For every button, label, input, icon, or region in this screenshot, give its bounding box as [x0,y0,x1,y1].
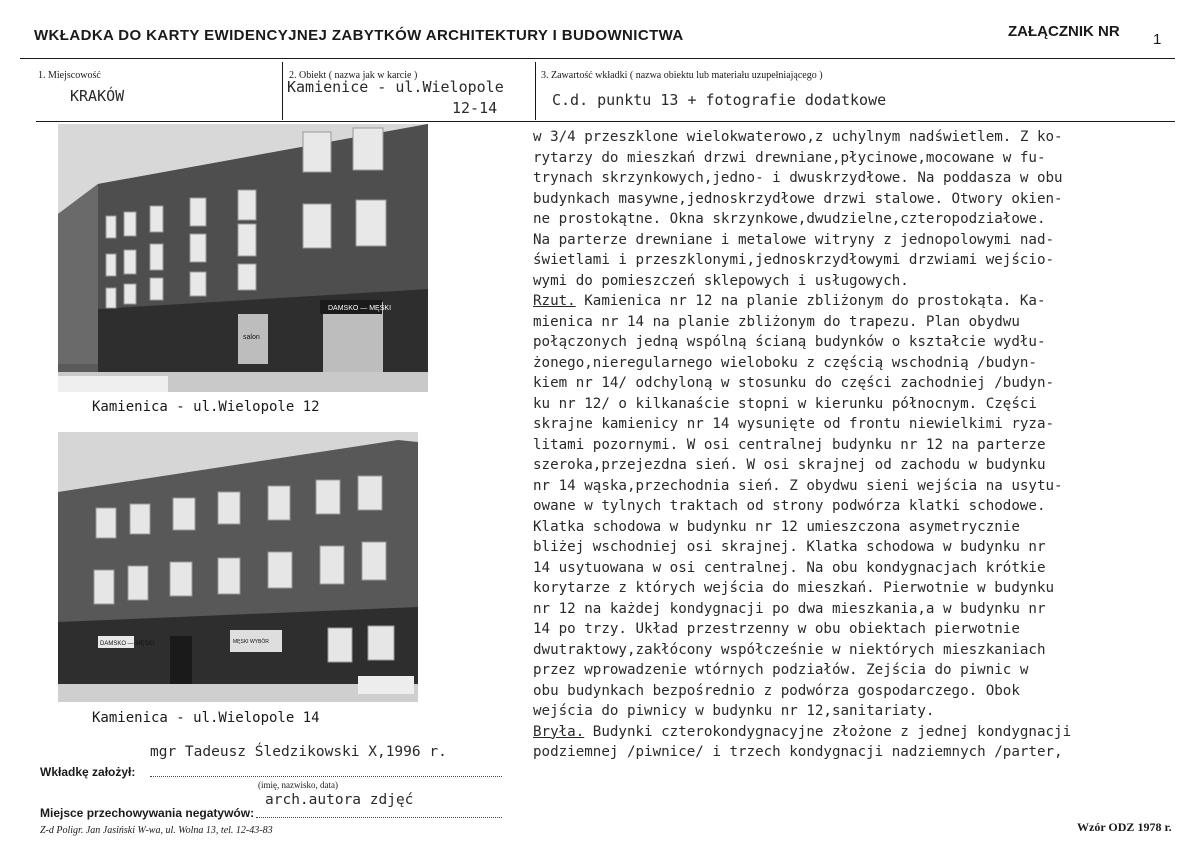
body-line: Na parterze drewniane i metalowe witryny z jednopolowymi nad- [533,231,1055,248]
annex-number: 1 [1153,31,1162,48]
body-line: świetlami i przeszklonymi,jednoskrzydłowymi drzwiami wejścio- [533,252,1055,268]
body-line: kiem nr 14/ odchyloną w stosunku do części zachodniej /budyn- [533,375,1055,391]
body-line: wejścia do piwnicy w budynku nr 12,sanitariaty. [533,703,935,719]
shop-sign-2b: MĘSKI WYBÓR [233,639,269,645]
heading-rzut-rest: Kamienica nr 12 na planie zbliżonym do prostokąta. Ka- [575,293,1046,309]
body-line: bliżej wschodniej osi skrajnej. Klatka schodowa w budynku nr [533,539,1046,555]
heading-bryla-rest: Budynki czterokondygnacyjne złożone z jednej kondygnacji [584,723,1072,740]
body-line: wymi do pomieszczeń sklepowych i usługowych. [533,272,909,289]
author-dotted-line [150,776,502,777]
body-line: szeroka,przejezdna sień. W osi skrajnej od zachodu w budynku [533,457,1046,473]
building-photo-2 [58,432,418,702]
body-line: Klatka schodowa w budynku nr 12 umieszczona asymetrycznie [533,518,1020,535]
photo-2-caption: Kamienica - ul.Wielopole 14 [92,710,320,726]
field-object-value-2: 12-14 [452,99,498,117]
negatives-typed: arch.autora zdjęć [265,792,414,808]
body-line: ku nr 12/ o kilkanaście stopni w kierunku północnym. Części [533,395,1037,412]
author-hint: (imię, nazwisko, data) [258,780,338,790]
field-locality-label: 1. Miejscowość [38,70,101,81]
shop-sign-1: DAMSKO — MĘSKI [328,305,392,312]
body-line: żonego,nieregularnego wieloboku z częścią wschodnią /budyn- [533,354,1037,371]
body-line: mienica nr 14 na planie zbliżonym do trapezu. Plan obydwu [533,313,1020,330]
body-line: trynach skrzynkowych,jedno- i dwuskrzydłowe. Na poddasza w obu [533,170,1063,186]
field-object-label: 2. Obiekt ( nazwa jak w karcie ) [289,70,418,81]
negatives-dotted-line [256,817,502,818]
form-reference: Wzór ODZ 1978 r. [1077,820,1172,834]
heading-rzut: Rzut. [533,293,576,309]
top-rule [20,58,1175,59]
field-contents-value: C.d. punktu 13 + fotografie dodatkowe [552,91,887,109]
body-line: skrajne kamienicy nr 14 wysunięte od frontu niewielkimi ryza- [533,416,1055,432]
author-label: Wkładkę założył: [40,765,136,779]
body-line-heading-rzut [533,291,1173,312]
body-line: przez wprowadzenie wtórnych podziałów. Zejścia do piwnic w [533,662,1029,678]
field-divider-2 [535,62,536,120]
photo-wielopole-12 [58,124,428,392]
shop-sign-2: DAMSKO — MĘSKI [100,641,155,647]
body-line: dwutraktowy,zakłócony współcześnie w niektórych mieszkaniach [533,641,1046,658]
field-divider-1 [282,62,283,120]
body-line: obu budynkach bezpośrednio z podwórza gospodarczego. Obok [533,682,1020,699]
shop-sign-1b: salon [243,334,260,341]
body-line: budynkach masywne,jednoskrzydłowe drzwi stalowe. Otwory okien- [533,190,1063,207]
field-object-value-1: Kamienice - ul.Wielopole [287,78,504,96]
body-line: w 3/4 przeszklone wielokwaterowo,z uchylnym nadświetlem. Z ko- [533,129,1063,145]
body-line: korytarze z których wejścia do mieszkań. Pierwotnie w budynku [533,580,1055,596]
annex-label: ZAŁĄCZNIK NR [1008,23,1120,40]
body-line-heading-bryla [533,722,1173,743]
body-line: nr 14 wąska,przechodnia sień. Z obydwu sieni wejścia na usytu- [533,477,1063,494]
body-line: połączonych jedną wspólną ścianą budynków o kształcie wydłu- [533,334,1046,350]
body-text [533,127,1173,763]
building-photo-1 [58,124,428,392]
printer-credit: Z-d Poligr. Jan Jasiński W-wa, ul. Wolna 13, tel. 12-43-83 [40,825,273,836]
photo-wielopole-14 [58,432,418,702]
body-line: nr 12 na każdej kondygnacji po dwa mieszkania,a w budynku nr [533,600,1046,617]
field-contents-label: 3. Zawartość wkładki ( nazwa obiektu lub materiału uzupełniającego ) [541,70,823,81]
author-typed: mgr Tadeusz Śledzikowski X,1996 r. [150,744,447,760]
negatives-label: Miejsce przechowywania negatywów: [40,806,255,820]
form-title: WKŁADKA DO KARTY EWIDENCYJNEJ ZABYTKÓW ARCHITEKTURY I BUDOWNICTWA [34,27,684,44]
fields-bottom-rule [36,121,1175,122]
body-line: podziemnej /piwnice/ i trzech kondygnacji nadziemnych /parter, [533,744,1063,760]
body-line: owane w tylnych traktach od strony podwórza klatki schodowe. [533,498,1046,514]
body-line: rytarzy do mieszkań drzwi drewniane,płycinowe,mocowane w fu- [533,149,1046,166]
body-line: litami pozornymi. W osi centralnej budynku nr 12 na parterze [533,436,1046,453]
photo-1-caption: Kamienica - ul.Wielopole 12 [92,399,320,415]
heading-bryla: Bryła. [533,723,585,740]
body-line: 14 usytuowana w osi centralnej. Na obu kondygnacjach krótkie [533,559,1046,576]
field-locality-value: KRAKÓW [70,87,125,105]
body-line: ne prostokątne. Okna skrzynkowe,dwudzielne,czteropodziałowe. [533,211,1046,227]
body-line: 14 po trzy. Układ przestrzenny w obu obiektach pierwotnie [533,621,1020,637]
